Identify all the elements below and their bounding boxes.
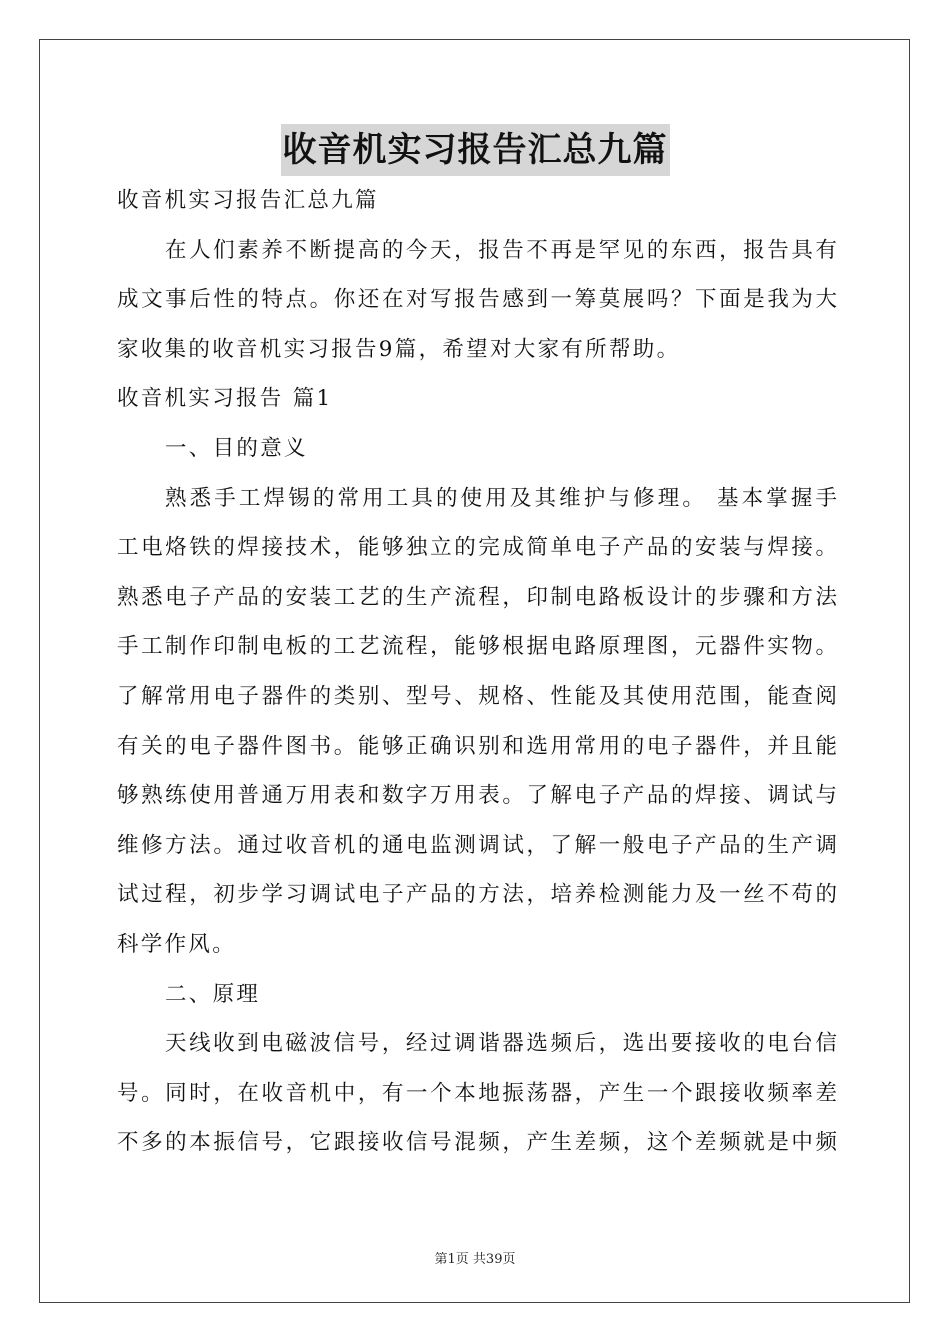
text-line: 成文事后性的特点。你还在对写报告感到一筹莫展吗？下面是我为大 <box>117 287 837 313</box>
page-number-footer: 第1页 共39页 <box>434 1252 516 1267</box>
text-line: 家收集的收音机实习报告9篇，希望对大家有所帮助。 <box>117 336 681 362</box>
text-line: 不多的本振信号，它跟接收信号混频，产生差频，这个差频就是中频 <box>117 1130 837 1156</box>
document-body <box>117 176 837 1168</box>
text-line: 手工制作印制电板的工艺流程，能够根据电路原理图，元器件实物。 <box>117 634 837 660</box>
text-line: 在人们素养不断提高的今天，报告不再是罕见的东西，报告具有 <box>165 237 837 263</box>
text-line: 有关的电子器件图书。能够正确识别和选用常用的电子器件，并且能 <box>117 733 837 759</box>
text-line: 维修方法。通过收音机的通电监测调试，了解一般电子产品的生产调 <box>117 832 837 858</box>
text-line: 收音机实习报告汇总九篇 <box>117 188 379 213</box>
text-line: 天线收到电磁波信号，经过调谐器选频后，选出要接收的电台信 <box>165 1031 837 1057</box>
text-line: 科学作风。 <box>117 931 237 957</box>
document-title <box>0 124 950 176</box>
text-line: 熟悉手工焊锡的常用工具的使用及其维护与修理。 基本掌握手 <box>165 485 837 511</box>
text-line: 二、原理 <box>165 981 261 1007</box>
text-line: 收音机实习报告 篇1 <box>117 386 333 412</box>
text-line: 号。同时，在收音机中，有一个本地振荡器，产生一个跟接收频率差 <box>117 1080 837 1106</box>
document-title-text: 收音机实习报告汇总九篇 <box>281 124 670 176</box>
text-line: 一、目的意义 <box>165 435 308 461</box>
text-line: 够熟练使用普通万用表和数字万用表。了解电子产品的焊接、调试与 <box>117 783 837 809</box>
text-line: 工电烙铁的焊接技术，能够独立的完成简单电子产品的安装与焊接。 <box>117 535 837 561</box>
text-line: 了解常用电子器件的类别、型号、规格、性能及其使用范围，能查阅 <box>117 683 837 709</box>
text-line: 试过程，初步学习调试电子产品的方法，培养检测能力及一丝不苟的 <box>117 882 837 908</box>
text-line: 熟悉电子产品的安装工艺的生产流程，印制电路板设计的步骤和方法 <box>117 584 837 610</box>
